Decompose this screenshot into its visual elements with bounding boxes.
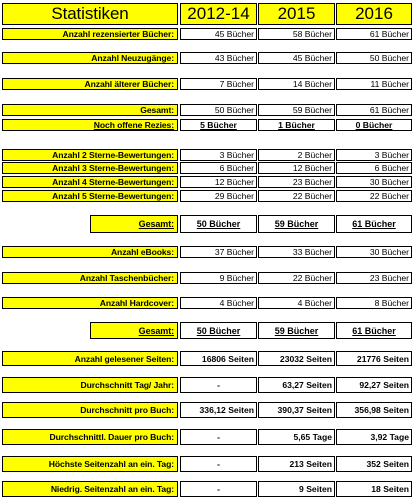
table-row [2,377,412,393]
cell-2016: 8 Bücher [336,297,412,309]
cell-2012-14: 9 Bücher [180,272,257,284]
cell-2016: 61 Bücher [336,322,412,339]
cell-2016: 0 Bücher [336,119,412,131]
table-row [2,351,412,366]
row-label: Anzahl 5 Sterne-Bewertungen: [2,190,178,202]
cell-2012-14: - [180,429,257,445]
cell-2012-14: 6 Bücher [180,162,257,174]
row-label: Anzahl 3 Sterne-Bewertungen: [2,162,178,174]
cell-2012-14: 50 Bücher [180,104,257,116]
row-label: Anzahl eBooks: [2,246,178,258]
row-label: Höchste Seitenzahl an ein. Tag: [2,456,178,472]
cell-2015: 59 Bücher [258,322,335,339]
table-row [2,190,412,202]
cell-2015: 33 Bücher [258,246,335,258]
cell-2012-14: - [180,481,257,497]
row-label: Gesamt: [90,322,178,339]
row-label: Gesamt: [2,104,178,116]
cell-2012-14: 5 Bücher [180,119,257,131]
cell-2016: 30 Bücher [336,246,412,258]
cell-2012-14: 29 Bücher [180,190,257,202]
cell-2016: 6 Bücher [336,162,412,174]
table-row [2,246,412,258]
cell-2016: 23 Bücher [336,272,412,284]
cell-2012-14: 43 Bücher [180,52,257,64]
cell-2015: 22 Bücher [258,190,335,202]
row-label: Anzahl Neuzugänge: [2,52,178,64]
cell-2016: 352 Seiten [336,456,412,472]
cell-2015: 5,65 Tage [258,429,335,445]
header-col-2015: 2015 [258,3,335,25]
row-label: Anzahl 4 Sterne-Bewertungen: [2,176,178,188]
table-row [2,119,412,131]
cell-2015: 1 Bücher [258,119,335,131]
table-row [2,297,412,309]
cell-2016: 50 Bücher [336,52,412,64]
cell-2015: 14 Bücher [258,78,335,90]
table-row [2,78,412,90]
table-row [2,272,412,284]
cell-2012-14: 45 Bücher [180,28,257,40]
cell-2016: 92,27 Seiten [336,377,412,393]
cell-2012-14: 4 Bücher [180,297,257,309]
table-row [2,429,412,445]
cell-2016: 22 Bücher [336,190,412,202]
cell-2015: 9 Seiten [258,481,335,497]
table-row [2,322,412,339]
cell-2016: 11 Bücher [336,78,412,90]
cell-2016: 3,92 Tage [336,429,412,445]
table-row [2,176,412,188]
cell-2012-14: 50 Bücher [180,322,257,339]
row-label: Anzahl Hardcover: [2,297,178,309]
cell-2015: 12 Bücher [258,162,335,174]
cell-2016: 18 Seiten [336,481,412,497]
header-col-2012-14: 2012-14 [180,3,257,25]
table-row [2,52,412,64]
cell-2015: 213 Seiten [258,456,335,472]
cell-2012-14: - [180,456,257,472]
row-label: Durchschnitt Tag/ Jahr: [2,377,178,393]
header-title: Statistiken [2,3,178,25]
row-label: Anzahl Taschenbücher: [2,272,178,284]
row-label: Anzahl gelesener Seiten: [2,351,178,366]
cell-2012-14: 336,12 Seiten [180,402,257,418]
cell-2016: 3 Bücher [336,149,412,161]
cell-2015: 63,27 Seiten [258,377,335,393]
table-row [2,149,412,161]
table-row [2,456,412,472]
cell-2012-14: 50 Bücher [180,215,257,233]
cell-2016: 61 Bücher [336,215,412,233]
row-label: Anzahl rezensierter Bücher: [2,28,178,40]
cell-2012-14: 16806 Seiten [180,351,257,366]
cell-2012-14: 12 Bücher [180,176,257,188]
table-row [2,162,412,174]
table-row [2,215,412,233]
cell-2016: 61 Bücher [336,28,412,40]
cell-2015: 23032 Seiten [258,351,335,366]
table-row [2,28,412,40]
cell-2015: 23 Bücher [258,176,335,188]
cell-2012-14: 7 Bücher [180,78,257,90]
table-row [2,481,412,497]
header-row [2,3,412,25]
table-row [2,402,412,418]
row-label: Anzahl 2 Sterne-Bewertungen: [2,149,178,161]
cell-2012-14: 37 Bücher [180,246,257,258]
row-label: Noch offene Rezies: [2,119,178,131]
row-label: Durchschnitt pro Buch: [2,402,178,418]
cell-2015: 45 Bücher [258,52,335,64]
header-col-2016: 2016 [336,3,412,25]
cell-2015: 4 Bücher [258,297,335,309]
cell-2015: 59 Bücher [258,104,335,116]
cell-2015: 22 Bücher [258,272,335,284]
row-label: Durchschnittl. Dauer pro Buch: [2,429,178,445]
cell-2015: 59 Bücher [258,215,335,233]
row-label: Niedrig. Seitenzahl an ein. Tag: [2,481,178,497]
row-label: Anzahl älterer Bücher: [2,78,178,90]
table-row [2,104,412,116]
row-label: Gesamt: [90,215,178,233]
cell-2015: 2 Bücher [258,149,335,161]
cell-2012-14: 3 Bücher [180,149,257,161]
cell-2015: 390,37 Seiten [258,402,335,418]
cell-2012-14: - [180,377,257,393]
cell-2016: 61 Bücher [336,104,412,116]
cell-2016: 356,98 Seiten [336,402,412,418]
cell-2015: 58 Bücher [258,28,335,40]
cell-2016: 21776 Seiten [336,351,412,366]
cell-2016: 30 Bücher [336,176,412,188]
